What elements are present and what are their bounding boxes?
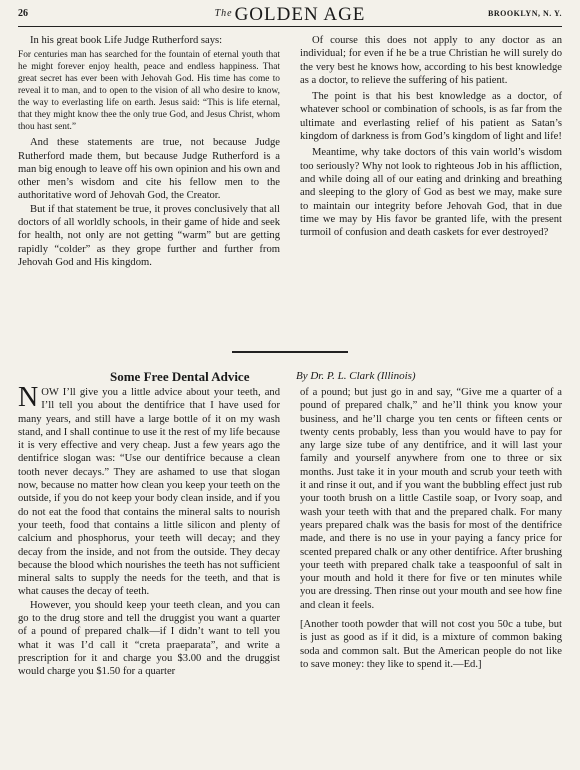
masthead-title: GOLDEN AGE: [234, 4, 366, 25]
paragraph: But if that statement be true, it proves conclusively that all doctors of all worldly schools, in their game of hide and seek for health, not only are not getting “warm” but are getting rapidly “colder” as they grope further and further from Jehovah God and His kingdom.: [18, 203, 280, 268]
masthead: [18, 4, 562, 26]
article-column-right: [300, 386, 562, 671]
paragraph: of a pound; but just go in and say, “Give me a quarter of a pound of prepared chalk,” and he’ll think you know your business, and he’ll charge you ten cents or fifteen cents or twenty cents probably, less than you would have to pay for any large size tube of any dentifrice, and it will last your family and yourself anywhere from one to three or six months. Just take it in your mouth and scrub your teeth with it and rinse it out, and if you want the bubbling effect just rub your tooth brush on a little Castile soap, or Ivory soap, and wash your teeth with that and the prepared chalk. For many years prepared chalk was the basis for most of the dentifrice made, and there is no use in your paying a fancy price for scented prepared chalk or any other dentifrice. After brushing your teeth with prepared chalk take a teaspoonful of salt in your mouth and hold it there for five or ten minutes while you are dressing. Then rinse out your mouth and see how fine and clean it feels.: [300, 387, 562, 611]
article-column-left: [18, 382, 280, 679]
paragraph-text: OW I’ll give you a little advice about your teeth, and I’ll tell you about the dentifrice that I have used for many years, and still have a large bottle of it on my wash stand, and I shall continue to use it the rest of my life because it is very effective and very cheap. Just a few years ago the dentifrice slogan was: “Use our dentifrice because a clean tooth never decays.” They are ashamed to use that slogan now, because no matter how clean you keep your teeth on the outside, if you do not keep your body clean inside, and if you do not eat the food that contains the mineral salts to nourish your teeth, food that contains a little silicon and plenty of calcium and phosphorus, your teeth will decay; and they decay from the inside, and not from the outside. They decay because the blood which nourishes the teeth has not sufficient mineral salts to supply the needs for the teeth, and that is what causes the decay of teeth.: [18, 387, 280, 598]
page-header: [18, 4, 562, 27]
masthead-the: The: [214, 8, 233, 19]
section-divider: [232, 351, 348, 353]
paragraph: [18, 382, 280, 599]
upper-column-right: [300, 34, 562, 239]
upper-column-left: [18, 34, 280, 269]
paragraph: Meantime, why take doctors of this vain world’s wisdom too seriously? Why not look to righteous Job in his affliction, and while doing all of our eating and drinking and breathing and sleeping to the glory of God as best we may, make sure to maintain our integrity before Jehovah God, that in due time we may by His favor be granted life, with the present turmoil of confusion and death caskets for ever destroyed?: [300, 147, 562, 239]
paragraph: And these statements are true, not because Judge Rutherford made them, but because Judge Rutherford is a man big enough to leave off his own opinion and his own and other men’s wisdom and cite his fellow men to the authoritative word of Jehovah God, the Creator.: [18, 137, 280, 202]
block-quote: For centuries man has searched for the fountain of eternal youth that he might forever enjoy health, peace and endless happiness. That great secret has ever been with Jehovah God. His time has come to reveal it to man, and to open to the vision of all who desire to know, the way to everlasting life on earth. Jesus said: “This is life eternal, that they might know thee the only true God, and Jesus Christ, whom thou hast sent.”: [18, 50, 280, 133]
article-byline: By Dr. P. L. Clark (Illinois): [296, 370, 416, 382]
paragraph: Of course this does not apply to any doctor as an individual; for even if he be a true Christian he will surely do the very best he knows how, according to his best knowledge as a doctor, to relieve the suffering of his patient.: [300, 35, 562, 86]
article-title: Some Free Dental Advice: [110, 369, 250, 384]
paragraph: The point is that his best knowledge as a doctor, of whatever school or combination of schools, is as far from the ultimate and everlasting relief of his patient as Satan’s kingdom of darkness is from God’s kingdom of light and life!: [300, 91, 562, 143]
page-number: 26: [18, 8, 28, 19]
paragraph: However, you should keep your teeth clean, and you can go to the drug store and tell the druggist you want a quarter of a pound of prepared chalk—if I didn’t want to tell you what it was I’d call it “creta praeparata”, and write a prescription for it and charge you $3.00 and the druggist would charge you $1.50 for a quarter: [18, 599, 280, 678]
publication-place: BROOKLYN, N. Y.: [488, 9, 562, 18]
drop-cap: N: [18, 382, 39, 413]
intro-paragraph: In his great book Life Judge Rutherford says:: [30, 35, 223, 46]
editor-note: [Another tooth powder that will not cost you 50c a tube, but is just as good as if it did, is a mixture of common baking soda and common salt. But the American people do not like to save money: they like to spend it.—Ed.]: [300, 619, 562, 670]
